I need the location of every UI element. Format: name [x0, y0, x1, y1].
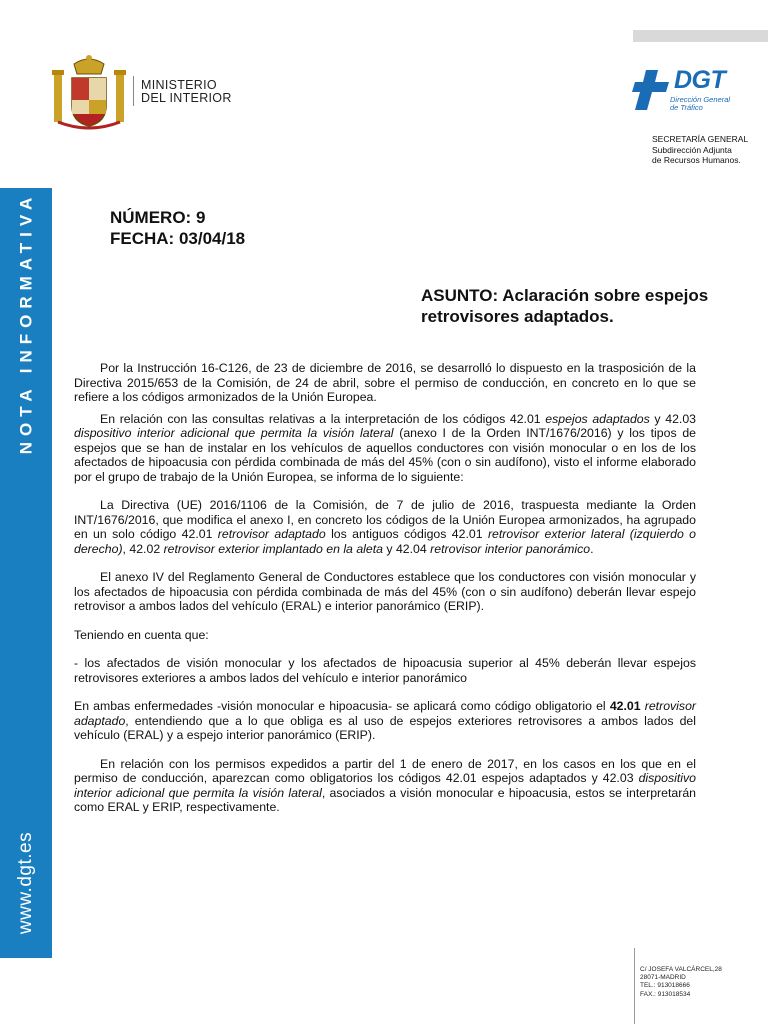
dgt-sub-line-1: Dirección General — [670, 95, 731, 104]
p2-text-e: (anexo I de la Orden INT/1676/2016) y los tipos de espejos que se han de instalar en los vehículos de aquellos conductores con visión monocular o en los de los afectados de hipoacusia con pérdida combinada de más del 45% (con o sin audífono), visto el informe elaborado por el grupo de trabajo de la Unión Europea, se informa de lo siguiente: — [74, 426, 696, 484]
document-heading — [110, 207, 245, 249]
coat-of-arms-icon — [50, 52, 128, 132]
address-separator — [634, 948, 635, 1024]
p2-italic-d: dispositivo interior adicional que permita la visión lateral — [74, 426, 394, 440]
paragraph-6-bullet: - los afectados de visión monocular y los afectados de hipoacusia superior al 45% deberán llevar espejos retrovisores exteriores a ambos lados del vehículo e interior panorámico — [74, 656, 696, 685]
nota-informativa-label: NOTA INFORMATIVA — [16, 191, 36, 455]
p3-text-a: La Directiva (UE) 2016/1106 de la Comisión, de 7 de julio de 2016, traspuesta mediante la Orden INT/1676/2016, que modifica el anexo I, en concreto los códigos de la Unión Europea armonizados, ha agrupado en un solo código 42.01 — [74, 498, 696, 541]
dgt-mark-icon — [632, 68, 672, 112]
paragraph-2 — [74, 412, 696, 485]
p3-italic-f: retrovisor exterior implantado en la aleta — [163, 541, 383, 556]
p2-italic-b: espejos adaptados — [545, 411, 650, 426]
paragraph-5: Teniendo en cuenta que: — [74, 627, 209, 642]
p8-text-a: En relación con los permisos expedidos a partir del 1 de enero de 2017, en los casos en los que en el permiso de conducción, aparezcan como obligatorios los códigos 42.01 espejos adaptados y 42.03 — [74, 756, 696, 785]
p3-italic-h: retrovisor interior panorámico — [430, 541, 591, 556]
ministry-line-1: MINISTERIO — [141, 78, 217, 92]
document-body — [74, 361, 696, 815]
dgt-subtitle — [670, 96, 750, 112]
p3-text-g: y 42.04 — [382, 541, 431, 556]
side-band — [0, 188, 52, 958]
secretaria-line-2: Subdirección Adjunta — [652, 144, 732, 155]
top-decorative-bar — [633, 30, 768, 42]
paragraph-8 — [74, 757, 696, 815]
p7-italic-c: retrovisor adaptado — [74, 699, 696, 728]
p3-italic-d: retrovisor exterior lateral (izquierdo o derecho) — [74, 527, 697, 556]
asunto: ASUNTO: Aclaración sobre espejos retrovisores adaptados. — [421, 286, 709, 326]
address-fax: FAX.: 913018534 — [640, 990, 691, 998]
website-url-box — [0, 808, 52, 958]
address-phone: TEL.: 913018666 — [640, 982, 690, 990]
dgt-name: DGT — [674, 66, 726, 94]
numero: NÚMERO: 9 — [110, 208, 206, 227]
dgt-sub-line-2: de Tráfico — [670, 103, 703, 112]
address-line-1: C/ JOSEFA VALCÁRCEL,28 — [640, 966, 722, 973]
p8-italic-b: dispositivo interior adicional que permita la visión lateral — [74, 771, 696, 800]
paragraph-3 — [74, 498, 696, 556]
p3-italic-b: retrovisor adaptado — [217, 527, 326, 541]
p7-bold-code: 42.01 — [609, 699, 641, 713]
paragraph-1: Por la Instrucción 16-C126, de 23 de diciembre de 2016, se desarrolló lo dispuesto en la trasposición de la Directiva 2015/653 de la Comisión, de 24 de abril, sobre el permiso de conducción, en concreto en lo que se refiere a los códigos armonizados de la Unión Europea. — [74, 361, 696, 404]
address-line-2: 28071-MADRID — [640, 974, 686, 982]
p2-text-c: y 42.03 — [649, 411, 696, 426]
address-block — [640, 966, 722, 999]
p8-text-c: , asociados a visión monocular e hipoacusia, estos se interpretarán como ERAL y ERIP, respectivamente. — [74, 785, 696, 814]
secretaria-block — [652, 134, 764, 166]
fecha: FECHA: 03/04/18 — [110, 229, 246, 248]
p3-text-i: . — [590, 541, 594, 556]
secretaria-line-3: de Recursos Humanos. — [652, 155, 741, 165]
p3-text-c: los antiguos códigos 42.01 — [325, 527, 488, 541]
paragraph-7 — [74, 699, 696, 743]
website-url: www.dgt.es — [15, 831, 36, 935]
ministry-line-2: DEL INTERIOR — [141, 91, 232, 105]
p7-text-a: En ambas enfermedades -visión monocular e hipoacusia- se aplicará como código obligatorio el — [74, 699, 610, 713]
ministry-separator — [133, 76, 134, 106]
dgt-logo — [632, 68, 742, 120]
nota-informativa-label-box — [0, 188, 52, 458]
p7-text-d: , entendiendo que a lo que obliga es al uso de espejos exteriores retrovisores a ambos lados del vehículo (ERAL) y a espejo interior panorámico (ERIP). — [74, 713, 696, 742]
ministry-name — [141, 79, 261, 105]
paragraph-4: El anexo IV del Reglamento General de Conductores establece que los conductores con visión monocular y los afectados de hipoacusia con pérdida combinada de más del 45% (con o sin audífono) deberán llevar espejo retrovisor a ambos lados del vehículo (ERAL) e interior panorámico (ERIP). — [74, 570, 696, 613]
p2-text-a: En relación con las consultas relativas a la interpretación de los códigos 42.01 — [100, 411, 546, 426]
secretaria-line-1: SECRETARÍA GENERAL — [652, 134, 749, 144]
p3-text-e: , 42.02 — [122, 541, 164, 556]
